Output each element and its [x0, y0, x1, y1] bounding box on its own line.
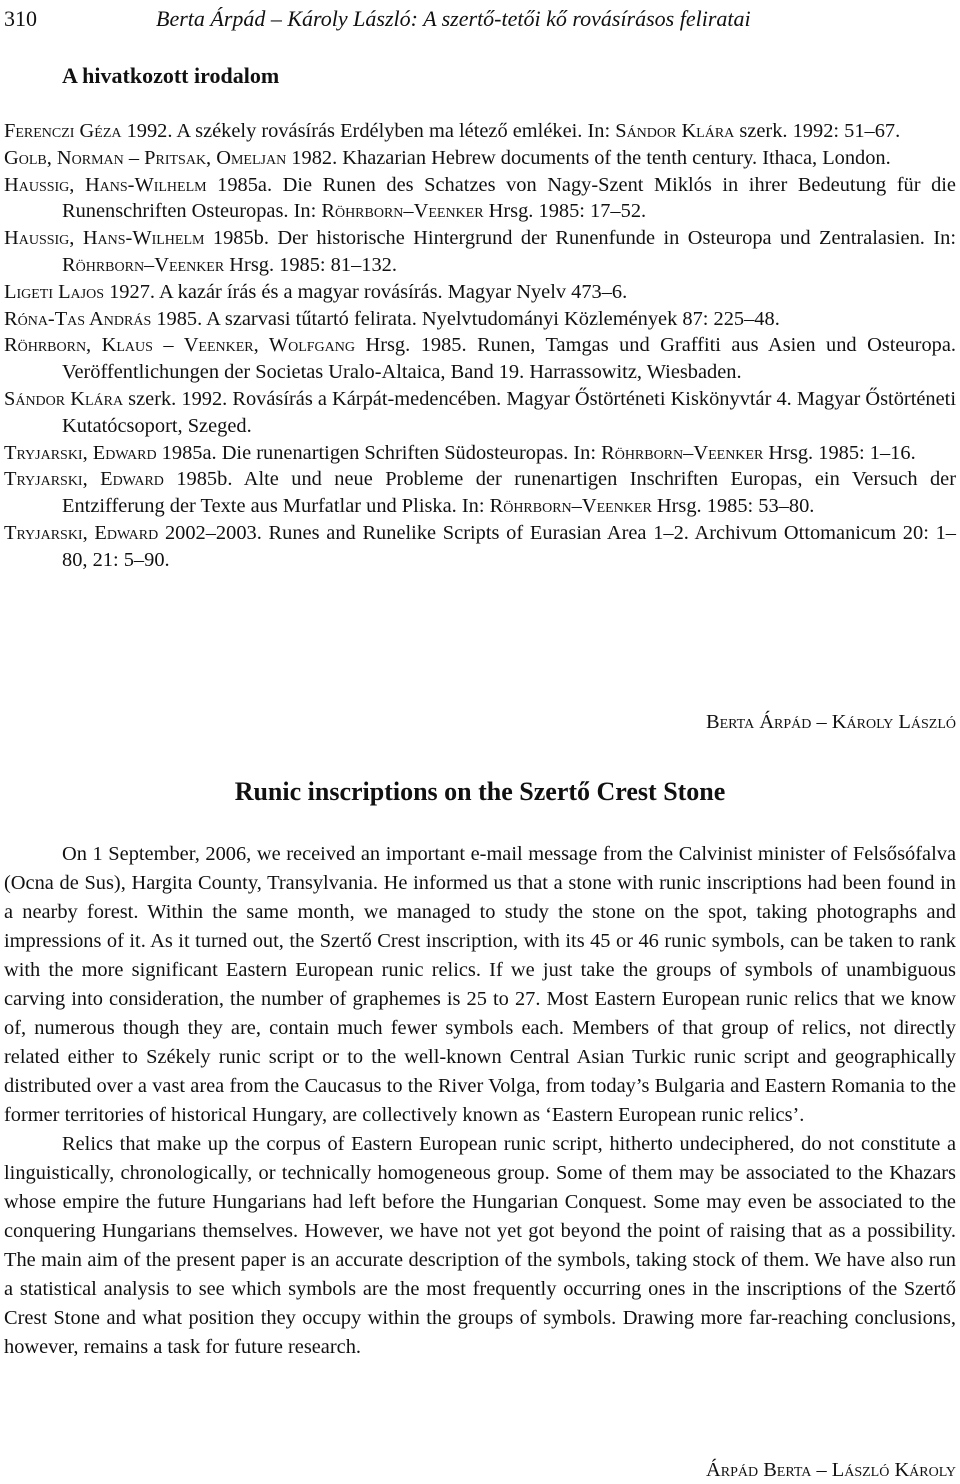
reference-tail: szerk. 1992: 51–67. [734, 120, 901, 142]
reference-cite: Röhrborn–Veenker [601, 441, 764, 464]
reference-text: 1985b. Alte und neue Probleme der runenartigen Inschriften Europas, ein Versuch der Entzifferung der Texte aus Murfatlar und Pliska. In: [62, 468, 956, 518]
reference-tail: Hrsg. 1985: 53–80. [651, 495, 815, 518]
signature-english: Árpád Berta – László Károly [706, 1459, 956, 1481]
signature-hungarian: Berta Árpád – Károly László [706, 711, 956, 733]
reference-text: 1985. A szarvasi tűtartó felirata. Nyelvtudományi Közlemények 87: 225–48. [151, 307, 780, 330]
reference-text: 2002–2003. Runes and Runelike Scripts of Eurasian Area 1–2. Archivum Ottomanicum 20: 1–80, 21: 5–90. [62, 521, 956, 571]
reference-author: Tryjarski, Edward [4, 468, 164, 491]
reference-author: Golb, Norman – Pritsak, Omeljan [4, 146, 287, 169]
reference-text: 1985a. Die Runen des Schatzes von Nagy-Szent Miklós in ihrer Bedeutung für die Runenschriften Osteuropas. In: [62, 173, 956, 223]
reference-cite: Röhrborn–Veenker [321, 200, 484, 223]
reference-author: Haussig, Hans-Wilhelm [4, 227, 205, 250]
reference-author: Róna-Tas András [4, 307, 152, 330]
running-header [4, 4, 956, 34]
reference-item [4, 520, 956, 574]
reference-item [4, 440, 956, 467]
english-abstract [4, 840, 956, 1362]
reference-author: Ferenczi Géza [4, 120, 122, 142]
reference-item [4, 466, 956, 520]
reference-item [4, 118, 956, 145]
reference-author: Ligeti Lajos [4, 280, 105, 303]
reference-tail: Hrsg. 1985: 1–16. [763, 441, 916, 464]
references-heading: A hivatkozott irodalom [62, 63, 280, 88]
page-number: 310 [4, 6, 37, 31]
reference-item [4, 145, 956, 172]
reference-cite: Sándor Klára [615, 120, 735, 142]
reference-text: 1985b. Der historische Hintergrund der Runenfunde in Osteuropa und Zentralasien. In: [204, 227, 956, 250]
abstract-paragraph: Relics that make up the corpus of Eastern European runic script, hitherto undeciphered, do not constitute a linguistically, chronologically, or technically homogeneous group. Some of them may be associated to the Khazars whose empire the future Hungarians had left before the Hungarian Conquest. Some may even be associated to the conquering Hungarians themselves. However, we have not yet got beyond the point of raising that as a possibility. The main aim of the present paper is an accurate description of the symbols, taking stock of them. We have also run a statistical analysis to see which symbols are the most frequently occurring ones in the inscriptions of the Szertő Crest Stone and what position they occupy within the groups of symbols. Drawing more far-reaching conclusions, however, remains a task for future research. [4, 1133, 956, 1358]
abstract-paragraph: On 1 September, 2006, we received an important e-mail message from the Calvinist minister of Felsősófalva (Ocna de Sus), Hargita County, Transylvania. He informed us that a stone with runic inscriptions had been found in a nearby forest. Within the same month, we managed to study the stone on the spot, taking photographs and impressions of it. As it turned out, the Szertő Crest inscription, with its 45 or 46 runic symbols, can be taken to rank with the more significant Eastern European runic relics. If we just take the groups of symbols of unambiguous carving into consideration, the number of graphemes is 25 to 27. Most Eastern European runic relics that we know of, numerous though they are, contain much fewer symbols each. Members of that group of relics, not directly related either to Székely runic script or to the well-known Central Asian Turkic runic script and geographically distributed over a vast area from the Caucasus to the River Volga, from today’s Bulgaria and Eastern Romania to the former territories of historical Hungary, are collectively known as ‘Eastern European runic relics’. [4, 843, 956, 1126]
reference-item [4, 172, 956, 226]
reference-text: 1982. Khazarian Hebrew documents of the tenth century. Ithaca, London. [286, 146, 891, 169]
reference-author: Tryjarski, Edward [4, 441, 157, 464]
reference-item [4, 332, 956, 386]
reference-text: szerk. 1992. Rovásírás a Kárpát-medencében. Magyar Őstörténeti Kiskönyvtár 4. Magyar Őstörténeti Kutatócsoport, Szeged. [62, 387, 956, 437]
reference-cite: Röhrborn–Veenker [62, 253, 225, 276]
reference-item [4, 306, 956, 333]
reference-item [4, 225, 956, 279]
reference-author: Tryjarski, Edward [4, 521, 159, 544]
reference-author: Sándor Klára [4, 387, 124, 410]
reference-tail: Hrsg. 1985: 17–52. [483, 200, 647, 223]
reference-text: 1992. A székely rovásírás Erdélyben ma létező emlékei. In: [121, 120, 616, 142]
reference-item [4, 279, 956, 306]
reference-text: 1985a. Die runenartigen Schriften Südosteuropas. In: [156, 441, 602, 464]
reference-author: Röhrborn, Klaus – Veenker, Wolfgang [4, 334, 355, 357]
reference-text: 1927. A kazár írás és a magyar rovásírás. Magyar Nyelv 473–6. [104, 280, 628, 303]
english-title: Runic inscriptions on the Szertő Crest Stone [234, 777, 726, 806]
reference-item [4, 386, 956, 440]
running-title: Berta Árpád – Károly László: A szertő-tetői kő rovásírásos feliratai [156, 6, 751, 31]
reference-text: Hrsg. 1985. Runen, Tamgas und Graffiti aus Asien und Osteuropa. Veröffentlichungen der Societas Uralo-Altaica, Band 19. Harrassowitz, Wiesbaden. [62, 334, 956, 384]
reference-author: Haussig, Hans-Wilhelm [4, 173, 207, 196]
reference-cite: Röhrborn–Veenker [489, 495, 652, 518]
reference-list [4, 118, 956, 574]
reference-tail: Hrsg. 1985: 81–132. [224, 253, 397, 276]
